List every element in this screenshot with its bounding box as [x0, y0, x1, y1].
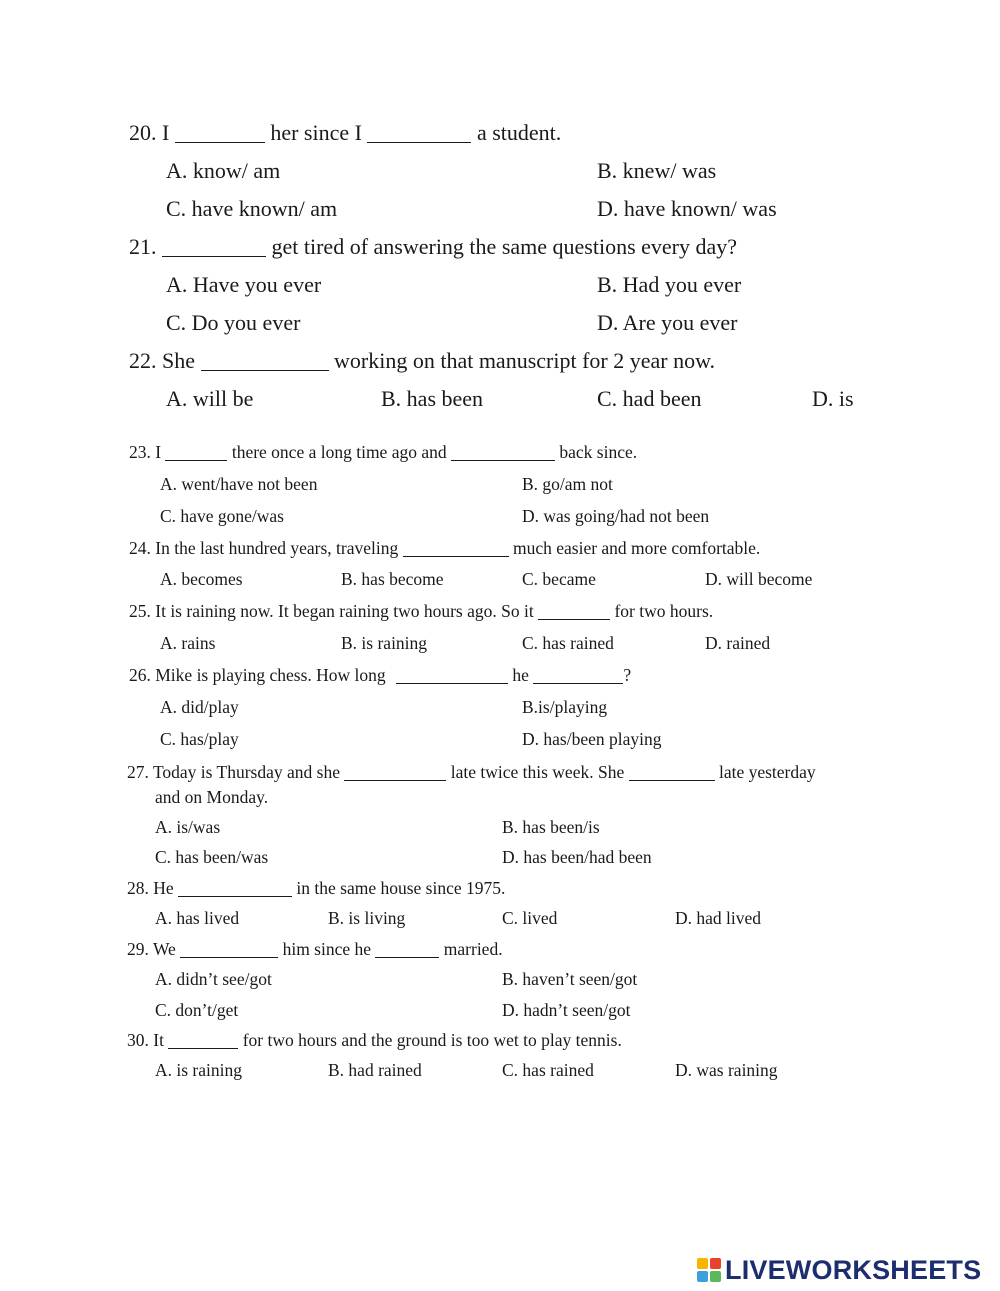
question-number: 30.: [127, 1030, 149, 1050]
option-d: D. will become: [705, 569, 813, 589]
stem-text: late twice this week. She: [450, 762, 625, 782]
option-b: B. is living: [328, 908, 406, 928]
option-c: C. has rained: [502, 1060, 594, 1080]
option-b: B. had rained: [328, 1060, 422, 1080]
stem-text: in the same house since 1975.: [296, 878, 506, 898]
option-c: C. lived: [502, 908, 558, 928]
stem-text: a student.: [476, 120, 562, 145]
question-29-stem: [127, 939, 503, 960]
option-c: C. has/play: [160, 729, 239, 749]
option-d: D. has/been playing: [522, 729, 662, 749]
answer-blank[interactable]: [403, 538, 509, 557]
answer-blank[interactable]: [375, 939, 439, 958]
option-b: B. Had you ever: [597, 272, 742, 297]
option-c: C. have known/ am: [166, 196, 338, 221]
question-number: 25.: [129, 601, 151, 621]
option-c: C. has been/was: [155, 847, 269, 867]
question-21-stem: [129, 234, 737, 260]
stem-text: It: [153, 1030, 164, 1050]
option-a: A. Have you ever: [166, 272, 322, 297]
option-b: B. has become: [341, 569, 444, 589]
question-22-stem: [129, 348, 715, 374]
answer-blank[interactable]: [165, 442, 227, 461]
question-27-continuation: and on Monday.: [155, 787, 269, 807]
stem-text: We: [152, 939, 176, 959]
stem-text: Today is Thursday and she: [152, 762, 340, 782]
option-a: A. becomes: [160, 569, 243, 589]
stem-text: he: [512, 665, 529, 685]
stem-text: for two hours.: [614, 601, 714, 621]
question-25-stem: [129, 601, 713, 622]
option-b: B. go/am not: [522, 474, 613, 494]
stem-text: back since.: [559, 442, 638, 462]
answer-blank[interactable]: [175, 120, 265, 143]
logo-tile-icon: [710, 1271, 721, 1282]
liveworksheets-logo[interactable]: [697, 1256, 981, 1284]
answer-blank[interactable]: [344, 762, 446, 781]
question-number: 27.: [127, 762, 149, 782]
option-b: B. has been: [381, 386, 484, 411]
option-c: C. has rained: [522, 633, 614, 653]
stem-text: Mike is playing chess. How long: [155, 665, 386, 685]
option-a: A. went/have not been: [160, 474, 318, 494]
option-c: C. Do you ever: [166, 310, 301, 335]
stem-text: He: [153, 878, 174, 898]
stem-text: I: [155, 442, 162, 462]
stem-text: working on that manuscript for 2 year now.: [334, 348, 716, 373]
option-d: D. was raining: [675, 1060, 778, 1080]
question-23-stem: [129, 442, 637, 463]
answer-blank[interactable]: [168, 1030, 238, 1049]
option-a: A. will be: [166, 386, 254, 411]
option-d: D. was going/had not been: [522, 506, 710, 526]
answer-blank[interactable]: [367, 120, 471, 143]
stem-text: get tired of answering the same questions every day?: [271, 234, 738, 259]
option-d: D. has been/had been: [502, 847, 652, 867]
question-number: 20.: [129, 120, 157, 145]
option-c: C. became: [522, 569, 596, 589]
option-c: C. had been: [597, 386, 702, 411]
option-b: B.is/playing: [522, 697, 608, 717]
option-a: A. is/was: [155, 817, 221, 837]
answer-blank[interactable]: [201, 348, 329, 371]
option-a: A. is raining: [155, 1060, 243, 1080]
option-d: D. hadn’t seen/got: [502, 1000, 631, 1020]
option-d: D. have known/ was: [597, 196, 777, 221]
answer-blank[interactable]: [629, 762, 715, 781]
stem-text: late yesterday: [718, 762, 816, 782]
stem-text: for two hours and the ground is too wet to play tennis.: [242, 1030, 622, 1050]
stem-text: him since he: [282, 939, 372, 959]
logo-tile-icon: [697, 1258, 708, 1269]
stem-text: It is raining now. It began raining two hours ago. So it: [155, 601, 534, 621]
answer-blank[interactable]: [396, 665, 508, 684]
option-a: A. has lived: [155, 908, 240, 928]
logo-tile-icon: [710, 1258, 721, 1269]
option-a: A. know/ am: [166, 158, 281, 183]
question-26-stem: [129, 665, 631, 686]
stem-text: there once a long time ago and: [231, 442, 447, 462]
question-number: 23.: [129, 442, 151, 462]
liveworksheets-logo-mark-icon: [697, 1258, 721, 1282]
question-number: 28.: [127, 878, 149, 898]
question-28-stem: [127, 878, 505, 899]
question-24-stem: [129, 538, 760, 559]
stem-text: ?: [623, 665, 632, 685]
stem-text: She: [162, 348, 195, 373]
option-b: B. haven’t seen/got: [502, 969, 638, 989]
option-d: D. had lived: [675, 908, 762, 928]
answer-blank[interactable]: [162, 234, 266, 257]
stem-text: In the last hundred years, traveling: [155, 538, 399, 558]
question-30-stem: [127, 1030, 622, 1051]
question-20-stem: [129, 120, 561, 146]
option-d: D. Are you ever: [597, 310, 738, 335]
option-c: C. have gone/was: [160, 506, 284, 526]
option-d: D. is: [812, 386, 854, 411]
answer-blank[interactable]: [178, 878, 292, 897]
question-number: 22.: [129, 348, 157, 373]
stem-text: I: [162, 120, 170, 145]
option-c: C. don’t/get: [155, 1000, 239, 1020]
logo-tile-icon: [697, 1271, 708, 1282]
question-number: 29.: [127, 939, 149, 959]
answer-blank[interactable]: [180, 939, 278, 958]
question-number: 21.: [129, 234, 157, 259]
option-b: B. has been/is: [502, 817, 600, 837]
option-d: D. rained: [705, 633, 771, 653]
question-27-stem: [127, 762, 816, 783]
answer-blank[interactable]: [451, 442, 555, 461]
option-b: B. is raining: [341, 633, 428, 653]
question-number: 26.: [129, 665, 151, 685]
stem-text: much easier and more comfortable.: [512, 538, 761, 558]
logo-text: LIVEWORKSHEETS: [725, 1254, 982, 1285]
stem-text: her since I: [270, 120, 362, 145]
option-b: B. knew/ was: [597, 158, 717, 183]
stem-text: married.: [443, 939, 503, 959]
answer-blank[interactable]: [533, 665, 623, 684]
answer-blank[interactable]: [538, 601, 610, 620]
option-a: A. didn’t see/got: [155, 969, 272, 989]
option-a: A. rains: [160, 633, 216, 653]
question-number: 24.: [129, 538, 151, 558]
option-a: A. did/play: [160, 697, 239, 717]
